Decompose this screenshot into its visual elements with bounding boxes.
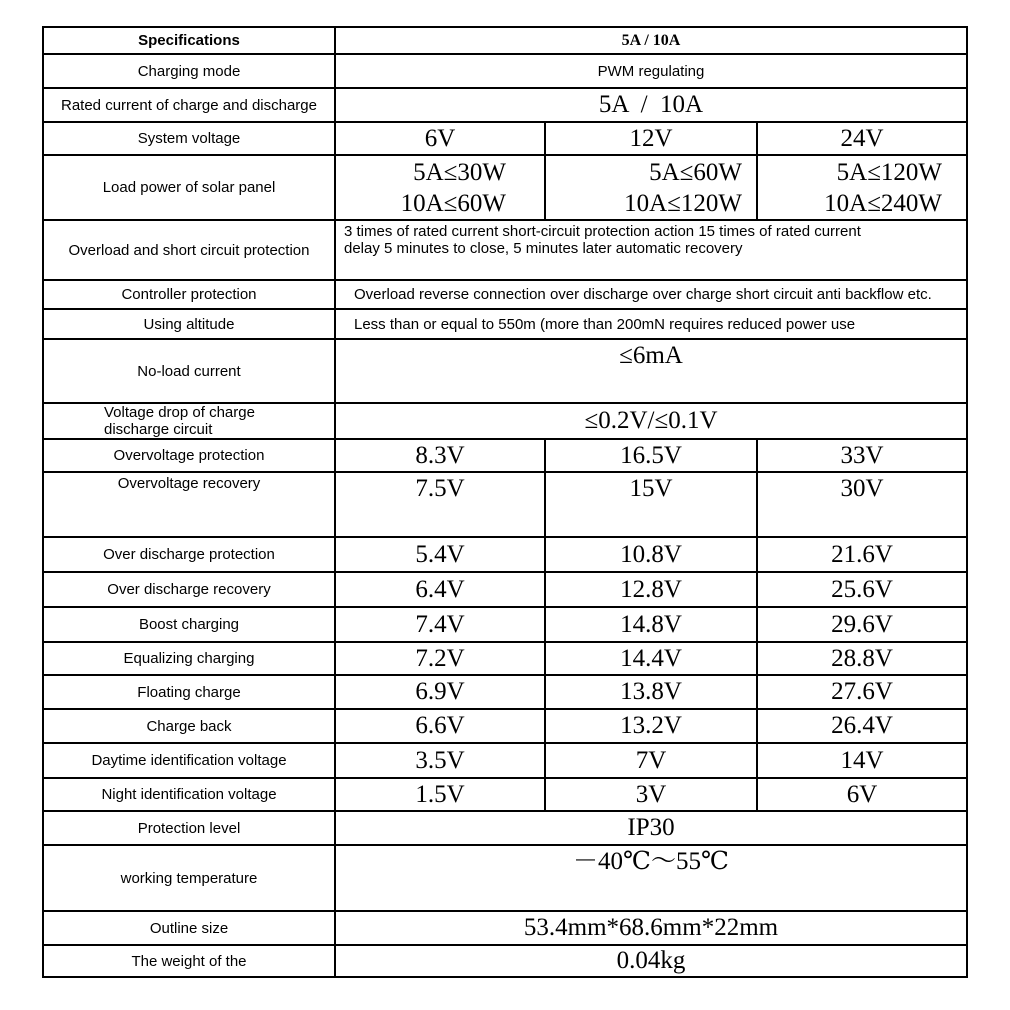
table-row-header bbox=[43, 27, 967, 54]
overvoltage-protection-label: Overvoltage protection bbox=[43, 439, 335, 472]
load-power-6v-line1: 5A≤30W bbox=[413, 158, 506, 186]
load-power-6v bbox=[335, 155, 545, 220]
table-row bbox=[43, 155, 967, 220]
rated-current-value: 5A / 10A bbox=[335, 88, 967, 122]
table-row bbox=[43, 642, 967, 675]
overvoltage-protection-6v: 8.3V bbox=[335, 439, 545, 472]
table-row bbox=[43, 778, 967, 811]
overload-protection-label: Overload and short circuit protection bbox=[43, 220, 335, 280]
table-row bbox=[43, 88, 967, 122]
table-row bbox=[43, 572, 967, 607]
table-row bbox=[43, 911, 967, 945]
overvoltage-recovery-6v: 7.5V bbox=[335, 472, 545, 537]
overvoltage-recovery-24v: 30V bbox=[757, 472, 967, 537]
table-row bbox=[43, 845, 967, 911]
charge-back-6v: 6.6V bbox=[335, 709, 545, 743]
charge-back-24v: 26.4V bbox=[757, 709, 967, 743]
boost-charging-12v: 14.8V bbox=[545, 607, 757, 642]
outline-size-label: Outline size bbox=[43, 911, 335, 945]
table-row bbox=[43, 709, 967, 743]
daytime-identification-voltage-6v: 3.5V bbox=[335, 743, 545, 778]
load-power-12v bbox=[545, 155, 757, 220]
table-row bbox=[43, 309, 967, 339]
protection-level-value: IP30 bbox=[335, 811, 967, 845]
table-row bbox=[43, 811, 967, 845]
overload-protection-value bbox=[335, 220, 967, 280]
table-row bbox=[43, 280, 967, 309]
overvoltage-protection-24v: 33V bbox=[757, 439, 967, 472]
over-discharge-protection-6v: 5.4V bbox=[335, 537, 545, 572]
table-row bbox=[43, 439, 967, 472]
floating-charge-label: Floating charge bbox=[43, 675, 335, 709]
specifications-header-label: Specifications bbox=[43, 27, 335, 54]
working-temperature-value: －40℃～55℃ bbox=[335, 845, 967, 911]
voltage-drop-value: ≤0.2V/≤0.1V bbox=[335, 403, 967, 439]
specifications-table bbox=[42, 26, 968, 978]
table-row bbox=[43, 122, 967, 155]
weight-label: The weight of the bbox=[43, 945, 335, 977]
over-discharge-recovery-6v: 6.4V bbox=[335, 572, 545, 607]
night-identification-voltage-label: Night identification voltage bbox=[43, 778, 335, 811]
table-row bbox=[43, 675, 967, 709]
overvoltage-recovery-12v: 15V bbox=[545, 472, 757, 537]
night-identification-voltage-6v: 1.5V bbox=[335, 778, 545, 811]
overload-protection-line1: 3 times of rated current short-circuit protection action 15 times of rated current bbox=[344, 223, 861, 240]
table-row bbox=[43, 220, 967, 280]
voltage-drop-label-line1: Voltage drop of charge bbox=[104, 404, 255, 421]
table-row bbox=[43, 54, 967, 88]
weight-value: 0.04kg bbox=[335, 945, 967, 977]
over-discharge-recovery-24v: 25.6V bbox=[757, 572, 967, 607]
table-row bbox=[43, 537, 967, 572]
over-discharge-protection-label: Over discharge protection bbox=[43, 537, 335, 572]
load-power-12v-line2: 10A≤120W bbox=[624, 189, 742, 217]
table-row bbox=[43, 403, 967, 439]
over-discharge-recovery-label: Over discharge recovery bbox=[43, 572, 335, 607]
boost-charging-6v: 7.4V bbox=[335, 607, 545, 642]
specifications-header-value: 5A / 10A bbox=[335, 27, 967, 54]
equalizing-charging-12v: 14.4V bbox=[545, 642, 757, 675]
equalizing-charging-label: Equalizing charging bbox=[43, 642, 335, 675]
rated-current-label: Rated current of charge and discharge bbox=[43, 88, 335, 122]
over-discharge-protection-24v: 21.6V bbox=[757, 537, 967, 572]
controller-protection-label: Controller protection bbox=[43, 280, 335, 309]
floating-charge-24v: 27.6V bbox=[757, 675, 967, 709]
daytime-identification-voltage-24v: 14V bbox=[757, 743, 967, 778]
no-load-current-label: No-load current bbox=[43, 339, 335, 403]
system-voltage-6v: 6V bbox=[335, 122, 545, 155]
load-power-6v-line2: 10A≤60W bbox=[400, 189, 506, 217]
night-identification-voltage-24v: 6V bbox=[757, 778, 967, 811]
overload-protection-line2: delay 5 minutes to close, 5 minutes later automatic recovery bbox=[344, 240, 743, 257]
charge-back-12v: 13.2V bbox=[545, 709, 757, 743]
voltage-drop-label-line2: discharge circuit bbox=[104, 421, 213, 438]
charge-back-label: Charge back bbox=[43, 709, 335, 743]
system-voltage-12v: 12V bbox=[545, 122, 757, 155]
over-discharge-protection-12v: 10.8V bbox=[545, 537, 757, 572]
charging-mode-value: PWM regulating bbox=[335, 54, 967, 88]
no-load-current-value: ≤6mA bbox=[335, 339, 967, 403]
night-identification-voltage-12v: 3V bbox=[545, 778, 757, 811]
boost-charging-label: Boost charging bbox=[43, 607, 335, 642]
load-power-24v-line1: 5A≤120W bbox=[836, 158, 943, 186]
table-row bbox=[43, 945, 967, 977]
protection-level-label: Protection level bbox=[43, 811, 335, 845]
table-row bbox=[43, 743, 967, 778]
equalizing-charging-6v: 7.2V bbox=[335, 642, 545, 675]
system-voltage-24v: 24V bbox=[757, 122, 967, 155]
over-discharge-recovery-12v: 12.8V bbox=[545, 572, 757, 607]
load-power-24v-line2: 10A≤240W bbox=[824, 189, 943, 217]
table-row bbox=[43, 607, 967, 642]
floating-charge-6v: 6.9V bbox=[335, 675, 545, 709]
load-power-24v bbox=[757, 155, 967, 220]
voltage-drop-label bbox=[43, 403, 335, 439]
floating-charge-12v: 13.8V bbox=[545, 675, 757, 709]
altitude-label: Using altitude bbox=[43, 309, 335, 339]
load-power-label: Load power of solar panel bbox=[43, 155, 335, 220]
equalizing-charging-24v: 28.8V bbox=[757, 642, 967, 675]
overvoltage-protection-12v: 16.5V bbox=[545, 439, 757, 472]
table-row bbox=[43, 472, 967, 537]
outline-size-value: 53.4mm*68.6mm*22mm bbox=[335, 911, 967, 945]
system-voltage-label: System voltage bbox=[43, 122, 335, 155]
working-temperature-label: working temperature bbox=[43, 845, 335, 911]
boost-charging-24v: 29.6V bbox=[757, 607, 967, 642]
controller-protection-value: Overload reverse connection over discharge over charge short circuit anti backflow etc. bbox=[335, 280, 967, 309]
daytime-identification-voltage-label: Daytime identification voltage bbox=[43, 743, 335, 778]
daytime-identification-voltage-12v: 7V bbox=[545, 743, 757, 778]
altitude-value: Less than or equal to 550m (more than 200mN requires reduced power use bbox=[335, 309, 967, 339]
overvoltage-recovery-label: Overvoltage recovery bbox=[43, 472, 335, 537]
table-row bbox=[43, 339, 967, 403]
load-power-12v-line1: 5A≤60W bbox=[649, 158, 742, 186]
charging-mode-label: Charging mode bbox=[43, 54, 335, 88]
